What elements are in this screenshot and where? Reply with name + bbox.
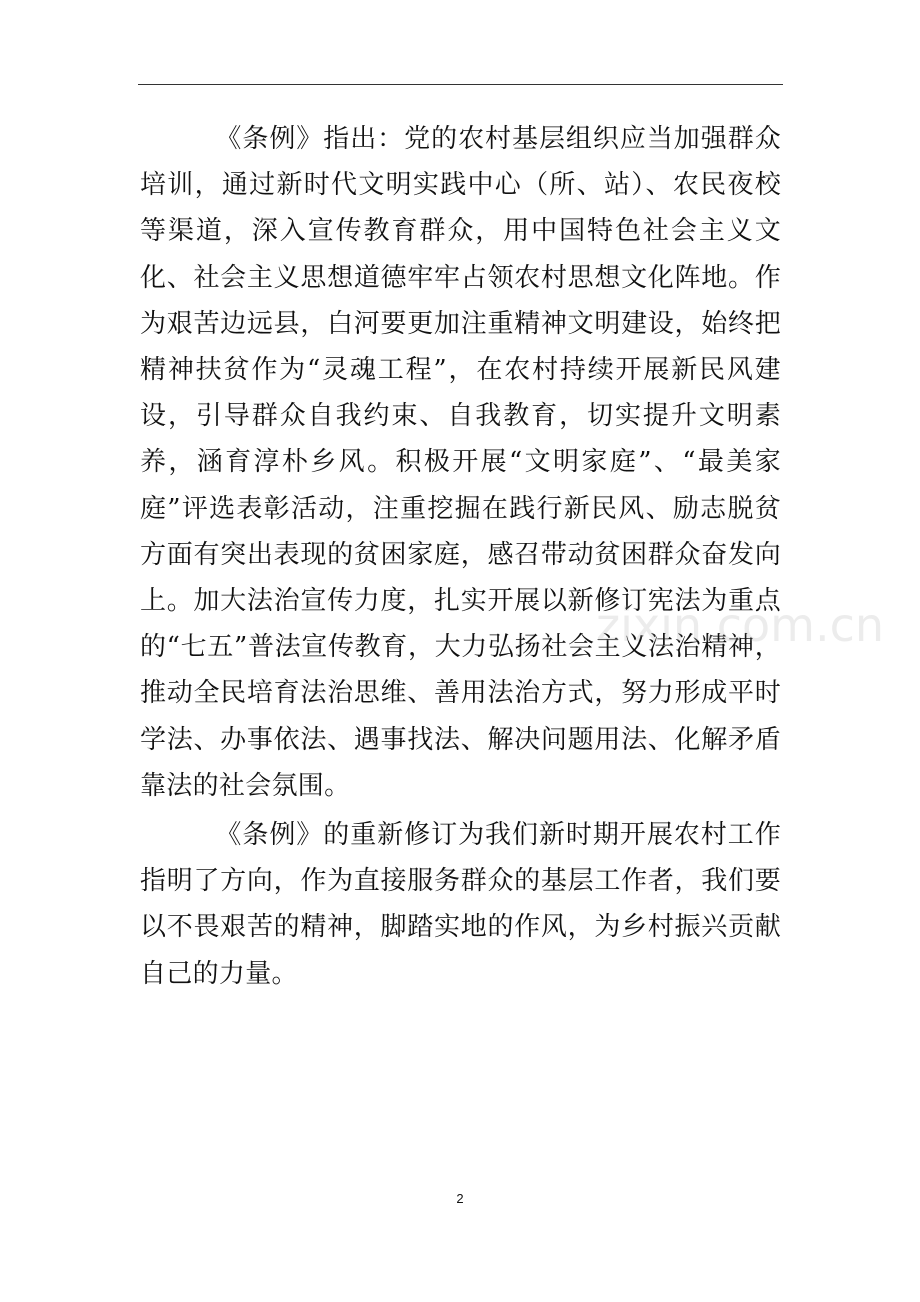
body-paragraph-1: 《条例》指出：党的农村基层组织应当加强群众培训，通过新时代文明实践中心（所、站）、农民夜校等渠道，深入宣传教育群众，用中国特色社会主义文化、社会主义思想道德牢牢占领农村思想文化阵地。作为艰苦边远县，白河要更加注重精神文明建设，始终把精神扶贫作为“灵魂工程”，在农村持续开展新民风建设，引导群众自我约束、自我教育，切实提升文明素养，涵育淳朴乡风。积极开展“文明家庭”、“最美家庭”评选表彰活动，注重挖掘在践行新民风、励志脱贫方面有突出表现的贫困家庭，感召带动贫困群众奋发向上。加大法治宣传力度，扎实开展以新修订宪法为重点的“七五”普法宣传教育，大力弘扬社会主义法治精神，推动全民培育法治思维、善用法治方式，努力形成平时学法、办事依法、遇事找法、解决问题用法、化解矛盾靠法的社会氛围。 — [140, 124, 781, 801]
watermark: zixin.com.cn — [596, 598, 885, 652]
header-rule — [138, 84, 783, 85]
body-paragraph-2: 《条例》的重新修订为我们新时期开展农村工作指明了方向，作为直接服务群众的基层工作者，我们要以不畏艰苦的精神，脚踏实地的作风，为乡村振兴贡献自己的力量。 — [140, 820, 781, 989]
page-number: 2 — [456, 1191, 464, 1206]
